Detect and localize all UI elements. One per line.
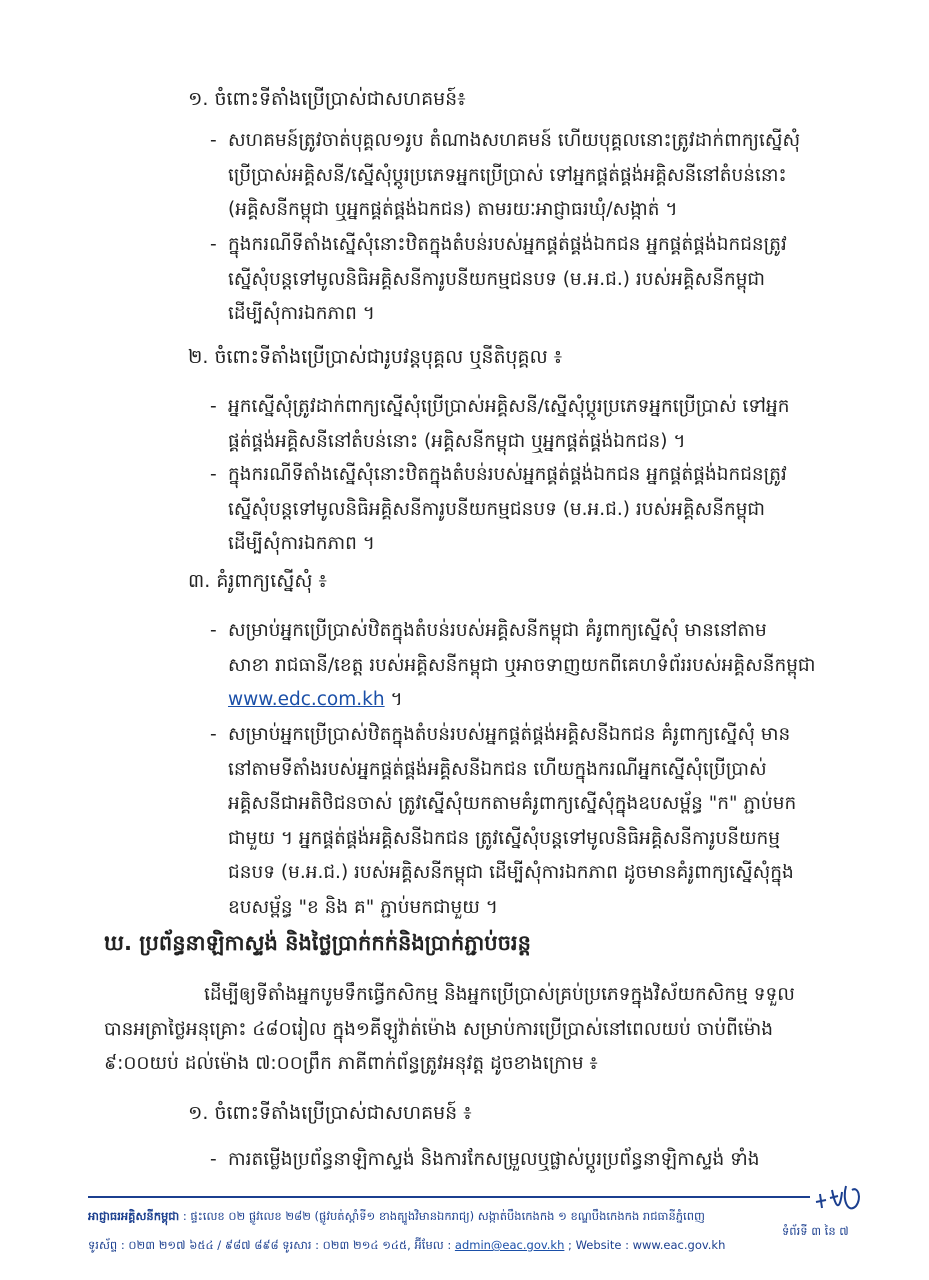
text-line: ដើម្បីសុំការឯកភាព ។: [228, 533, 375, 555]
bullet-meter-installation: - ការតម្លើងប្រព័ន្ធនាឡិកាស្ទង់ និងការកែសម្រួលឬផ្លាស់ប្តូរប្រព័ន្ធនាឡិកាស្ទង់ ទាំង: [228, 1143, 759, 1178]
text-line: ស្នើសុំបន្តទៅមូលនិធិអគ្គិសនីការូបនីយកម្មជនបទ (ម.អ.ជ.) របស់អគ្គិសនីកម្ពុជា: [228, 498, 766, 520]
text-line: បានអត្រាថ្លៃអនុគ្រោះ ៤៨០រៀល ក្នុង១គីឡូវ៉ាត់ម៉ោង សម្រាប់ការប្រើប្រាស់នៅពេលយប់ ចាប់ពីម៉ោង: [104, 1018, 774, 1040]
section-heading-community: ១. ចំពោះទីតាំងប្រើប្រាស់ជាសហគមន៍៖: [188, 88, 466, 110]
text-line: ដើម្បីសុំការឯកភាព ។: [228, 303, 375, 325]
bullet-individual-private-area: - ក្នុងករណីទីតាំងស្នើសុំនោះឋិតក្នុងតំបន់របស់អ្នកផ្គត់ផ្គង់ឯកជន អ្នកផ្គត់ផ្គង់ឯកជនត្រូវ ស្នើសុំបន្តទៅមូលនិធិអគ្គិសនីការូបនីយកម្មជនបទ (ម.អ.ជ.) របស់អគ្គិសនីកម្ពុជា ដើម្បីសុំការឯកភាព ។: [228, 458, 787, 562]
section-heading-form-templates: ៣. គំរូពាក្យស្នើសុំ ៖: [188, 570, 327, 592]
intro-paragraph: [104, 978, 824, 1082]
footer-org-name: អាជ្ញាធរអគ្គិសនីកម្ពុជា: [88, 1209, 180, 1223]
footer-contact: ទូរស័ព្ទ : ០២៣ ២១៧ ៦៥៤ / ៩៨៧ ៨៩៨ ទូរសារ : ០២៣ ២១៤ ១៤៥, អ៊ីមែល : admin@eac.gov.kh ; Website : www.eac.gov.kh: [88, 1238, 726, 1252]
footer-divider: [88, 1196, 810, 1198]
bullet-community-applicant: - សហគមន៍ត្រូវចាត់បុគ្គល១រូប តំណាងសហគមន៍ ហើយបុគ្គលនោះត្រូវដាក់ពាក្យស្នើសុំ ប្រើប្រាស់អគ្គិសនី/ស្នើសុំប្តូរប្រភេទអ្នកប្រើប្រាស់ ទៅអ្នកផ្គត់ផ្គង់អគ្គិសនីនៅតំបន់នោះ (អគ្គិសនីកម្ពុជា ឬអ្នកផ្គត់ផ្គង់ឯកជន) តាមរយៈអាជ្ញាធរឃុំ/សង្កាត់ ។: [228, 124, 800, 228]
text-line: ក្នុងករណីទីតាំងស្នើសុំនោះឋិតក្នុងតំបន់របស់អ្នកផ្គត់ផ្គង់ឯកជន អ្នកផ្គត់ផ្គង់ឯកជនត្រូវ: [228, 234, 787, 255]
bullet-edc-area-form: - សម្រាប់អ្នកប្រើប្រាស់ឋិតក្នុងតំបន់របស់អគ្គិសនីកម្ពុជា គំរូពាក្យស្នើសុំ មាននៅតាម សាខា រាជធានី/ខេត្ត របស់អគ្គិសនីកម្ពុជា ឬអាចទាញយកពីគេហទំព័ររបស់អគ្គិសនីកម្ពុជា www.edc.com.kh ។: [228, 614, 816, 718]
text-line: ឧបសម្ព័ន្ធ "ខ និង គ" ភ្ជាប់មកជាមួយ ។: [228, 896, 498, 918]
handwritten-initials-icon: [812, 1180, 872, 1216]
text-line: ជាមួយ ។ អ្នកផ្គត់ផ្គង់អគ្គិសនីឯកជន ត្រូវស្នើសុំបន្តទៅមូលនិធិអគ្គិសនីការូបនីយកម្ម: [228, 827, 781, 849]
text-line: សាខា រាជធានី/ខេត្ត របស់អគ្គិសនីកម្ពុជា ឬអាចទាញយកពីគេហទំព័ររបស់អគ្គិសនីកម្ពុជា: [228, 654, 816, 676]
bullet-individual-applicant: - អ្នកស្នើសុំត្រូវដាក់ពាក្យស្នើសុំប្រើប្រាស់អគ្គិសនី/ស្នើសុំប្តូរប្រភេទអ្នកប្រើប្រាស់ ទៅអ្នក ផ្គត់ផ្គង់អគ្គិសនីនៅតំបន់នោះ (អគ្គិសនីកម្ពុជា ឬអ្នកផ្គត់ផ្គង់ឯកជន) ។: [228, 390, 790, 459]
text-line: www.edc.com.kh ។: [228, 689, 403, 711]
text-line: ដើម្បីឲ្យទីតាំងអ្នកបូមទឹកធ្វើកសិកម្ម និងអ្នកប្រើប្រាស់គ្រប់ប្រភេទក្នុងវិស័យកសិកម្ម ទទួល: [204, 984, 795, 1005]
text-line: ការតម្លើងប្រព័ន្ធនាឡិកាស្ទង់ និងការកែសម្រួលឬផ្លាស់ប្តូរប្រព័ន្ធនាឡិកាស្ទង់ ទាំង: [228, 1149, 760, 1170]
text-line: សម្រាប់អ្នកប្រើប្រាស់ឋិតក្នុងតំបន់របស់អ្នកផ្គត់ផ្គង់អគ្គិសនីឯកជន គំរូពាក្យស្នើសុំ មាន: [228, 724, 791, 745]
text-line: សម្រាប់អ្នកប្រើប្រាស់ឋិតក្នុងតំបន់របស់អគ្គិសនីកម្ពុជា គំរូពាក្យស្នើសុំ មាននៅតាម: [228, 620, 767, 641]
text-line: នៅតាមទីតាំងរបស់អ្នកផ្គត់ផ្គង់អគ្គិសនីឯកជន ហើយក្នុងករណីអ្នកស្នើសុំប្រើប្រាស់: [228, 758, 767, 780]
text-line: អគ្គិសនីជាអតិថិជនចាស់ ត្រូវស្នើសុំយកតាមគំរូពាក្យស្នើសុំក្នុងឧបសម្ព័ន្ធ "ក" ភ្ជាប់មក: [228, 793, 797, 815]
text-line: (អគ្គិសនីកម្ពុជា ឬអ្នកផ្គត់ផ្គង់ឯកជន) តាមរយៈអាជ្ញាធរឃុំ/សង្កាត់ ។: [228, 199, 678, 221]
bullet-private-area-form: - សម្រាប់អ្នកប្រើប្រាស់ឋិតក្នុងតំបន់របស់អ្នកផ្គត់ផ្គង់អគ្គិសនីឯកជន គំរូពាក្យស្នើសុំ មាន នៅតាមទីតាំងរបស់អ្នកផ្គត់ផ្គង់អគ្គិសនីឯកជន ហើយក្នុងករណីអ្នកស្នើសុំប្រើប្រាស់ អគ្គិសនីជាអតិថិជនចាស់ ត្រូវស្នើសុំយកតាមគំរូពាក្យស្នើសុំក្នុងឧបសម្ព័ន្ធ "ក" ភ្ជាប់មក ជាមួយ ។ អ្នកផ្គត់ផ្គង់អគ្គិសនីឯកជន ត្រូវស្នើសុំបន្តទៅមូលនិធិអគ្គិសនីការូបនីយកម្ម ជនបទ (ម.អ.ជ.) របស់អគ្គិសនីកម្ពុជា ដើម្បីសុំការឯកភាព ដូចមានគំរូពាក្យស្នើសុំក្នុង ឧបសម្ព័ន្ធ "ខ និង គ" ភ្ជាប់មកជាមួយ ។: [228, 718, 796, 926]
text-line: អ្នកស្នើសុំត្រូវដាក់ពាក្យស្នើសុំប្រើប្រាស់អគ្គិសនី/ស្នើសុំប្តូរប្រភេទអ្នកប្រើប្រាស់ ទៅអ្នក: [228, 396, 790, 417]
text-line: សហគមន៍ត្រូវចាត់បុគ្គល១រូប តំណាងសហគមន៍ ហើយបុគ្គលនោះត្រូវដាក់ពាក្យស្នើសុំ: [228, 130, 801, 151]
page-number: ទំព័រទី ៣ នៃ ៧: [782, 1224, 849, 1238]
text-line: ជនបទ (ម.អ.ជ.) របស់អគ្គិសនីកម្ពុជា ដើម្បីសុំការឯកភាព ដូចមានគំរូពាក្យស្នើសុំក្នុង: [228, 862, 794, 884]
section-heading-individual: ២. ចំពោះទីតាំងប្រើប្រាស់ជារូបវន្តបុគ្គល ឬនីតិបុគ្គល ៖: [188, 346, 563, 368]
edc-website-link[interactable]: www.edc.com.kh: [228, 689, 385, 711]
text-line: ក្នុងករណីទីតាំងស្នើសុំនោះឋិតក្នុងតំបន់របស់អ្នកផ្គត់ផ្គង់ឯកជន អ្នកផ្គត់ផ្គង់ឯកជនត្រូវ: [228, 464, 787, 485]
footer-website: ; Website : www.eac.gov.kh: [564, 1238, 726, 1252]
text-line: ផ្គត់ផ្គង់អគ្គិសនីនៅតំបន់នោះ (អគ្គិសនីកម្ពុជា ឬអ្នកផ្គត់ផ្គង់ឯកជន) ។: [228, 430, 686, 452]
footer-address: អាជ្ញាធរអគ្គិសនីកម្ពុជា : ផ្ទះលេខ ០២ ផ្លូវលេខ ២៨២ (ផ្លូវបត់ស្តាំទី១ ខាងត្បូងវិមានឯករាជ្យ) សង្កាត់បឹងកេងកង ១ ខណ្ឌបឹងកេងកង រាជធានីភ្នំពេញ: [88, 1209, 705, 1223]
bullet-community-private-area: - ក្នុងករណីទីតាំងស្នើសុំនោះឋិតក្នុងតំបន់របស់អ្នកផ្គត់ផ្គង់ឯកជន អ្នកផ្គត់ផ្គង់ឯកជនត្រូវ ស្នើសុំបន្តទៅមូលនិធិអគ្គិសនីការូបនីយកម្មជនបទ (ម.អ.ជ.) របស់អគ្គិសនីកម្ពុជា ដើម្បីសុំការឯកភាព ។: [228, 228, 787, 332]
main-heading-meter-system: ឃ. ប្រព័ន្ធនាឡិកាស្ទង់ និងថ្លៃប្រាក់កក់និងប្រាក់ភ្ជាប់ចរន្ត: [104, 931, 531, 955]
text-line: ស្នើសុំបន្តទៅមូលនិធិអគ្គិសនីការូបនីយកម្មជនបទ (ម.អ.ជ.) របស់អគ្គិសនីកម្ពុជា: [228, 268, 766, 290]
text-line: ៩:០០យប់ ដល់ម៉ោង ៧:០០ព្រឹក ភាគីពាក់ព័ន្ធត្រូវអនុវត្ត ដូចខាងក្រោម ៖: [104, 1053, 598, 1075]
footer-email-link[interactable]: admin@eac.gov.kh: [454, 1238, 565, 1252]
section-heading-community-meter: ១. ចំពោះទីតាំងប្រើប្រាស់ជាសហគមន៍ ៖: [188, 1102, 472, 1124]
text-line: ប្រើប្រាស់អគ្គិសនី/ស្នើសុំប្តូរប្រភេទអ្នកប្រើប្រាស់ ទៅអ្នកផ្គត់ផ្គង់អគ្គិសនីនៅតំបន់នោះ: [228, 164, 787, 186]
